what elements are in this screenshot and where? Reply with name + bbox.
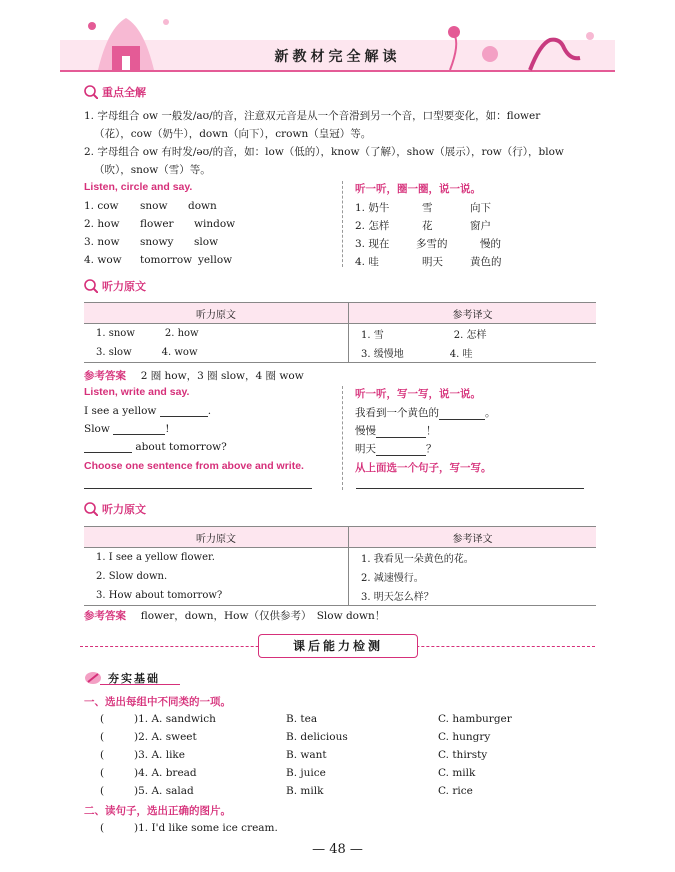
fill-text: . [207,405,212,417]
answer-2 [84,608,385,623]
fill-text: 明天 [355,443,376,455]
choose-instruction-cn: 从上面选一个句子，写一写。 [355,462,492,474]
fill-line-cn [355,423,437,438]
activity1-row-en: down [188,200,217,212]
q2-sentence: )1. I'd like some ice cream. [134,822,278,834]
table-cell: 1. snow [96,328,135,339]
table-row [84,324,596,344]
table-cell: 3. 缓慢地 [361,349,404,360]
key-points-title: 重点全解 [102,87,146,99]
answer-line-cn[interactable] [356,488,584,489]
q1-option-b: B. milk [286,785,324,797]
fill-text: 。 [485,407,496,419]
table-row [84,586,596,606]
fill-text: 我看到一个黄色的 [355,407,439,419]
activity1-row-en: window [194,218,236,230]
table-cell: 1. 我看见一朵黄色的花。 [349,548,597,568]
section-banner: 课后能力检测 [258,634,418,658]
q1-option-c: C. milk [438,767,476,779]
answer-line-en[interactable] [84,488,312,489]
q1-option-c: C. hamburger [438,713,512,725]
answer-blank[interactable] [110,822,132,834]
key-point-1-line2: （花），cow（奶牛），down（向下），crown（皇冠）等。 [94,128,372,140]
q1-paren: ( [100,731,105,743]
q1-paren: ( [100,785,105,797]
fill-line-cn [355,405,496,420]
answer-blank[interactable] [110,731,132,743]
activity1-row-cn: 窗户 [470,220,491,232]
table-header: 听力原文 [84,527,349,548]
column-divider [342,181,343,267]
table-cell: 4. 哇 [449,349,473,360]
activity1-row-cn: 3. 现在 [355,238,390,250]
fill-line-en [84,441,227,453]
choose-instruction-en: Choose one sentence from above and write. [84,460,304,472]
listening1-table [84,302,596,363]
q1-option-c: C. thirsty [438,749,488,761]
fill-line-cn [355,441,437,456]
fill-blank[interactable] [439,408,485,420]
answer-label: 参考答案 [84,370,126,382]
table-cell: 2. how [164,328,199,339]
activity1-row-cn: 慢的 [480,238,501,250]
answer-blank[interactable] [110,713,132,725]
answer-text: flower，down，How（仅供参考） Slow down！ [140,610,386,622]
question1-title: 一、选出每组中不同类的一项。 [84,696,231,708]
fill-blank[interactable] [376,426,426,438]
key-point-2-line2: （吹），snow（雪）等。 [94,164,211,176]
activity2-title-en: Listen, write and say. [84,386,190,398]
q1-option-b: B. tea [286,713,318,725]
table-cell: 4. wow [161,347,198,358]
activity1-row-en: snowy [140,236,174,248]
answer-text: 2 圈 how，3 圈 slow，4 圈 wow [140,370,304,382]
key-point-1-line1: 1. 字母组合 ow 一般发/aʊ/的音，注意双元音是从一个音滑到另一个音，口型要变化，如：flower [84,110,541,122]
table-cell: 2. 怎样 [453,330,487,341]
activity1-row-en: 1. cow [84,200,119,212]
activity1-row-cn: 2. 怎样 [355,220,390,232]
fill-blank[interactable] [376,444,426,456]
magnifier-icon [84,85,98,99]
magnifier-icon [84,502,98,516]
q1-option-b: B. want [286,749,327,761]
answer-blank[interactable] [110,785,132,797]
q1-option-b: B. delicious [286,731,348,743]
page-number: — 48 — [312,842,363,857]
fill-text: Slow [84,423,114,435]
listening2-title: 听力原文 [102,504,146,516]
activity2-title-cn: 听一听，写一写，说一说。 [355,388,481,400]
answer-blank[interactable] [110,749,132,761]
q1-option-a: )3. A. like [134,749,186,761]
q1-paren: ( [100,713,105,725]
q1-option-b: B. juice [286,767,326,779]
listening1-title: 听力原文 [102,281,146,293]
activity1-row-en: 2. how [84,218,120,230]
fill-text: 慢慢 [355,425,376,437]
activity1-row-en: yellow [198,254,233,266]
table-cell: 2. 减速慢行。 [349,567,597,586]
q1-option-c: C. rice [438,785,473,797]
fill-text: I see a yellow [84,405,160,417]
fill-text: about tomorrow? [132,441,227,453]
q1-option-a: )4. A. bread [134,767,197,779]
table-cell: 3. slow [96,347,132,358]
activity1-row-en: tomorrow [140,254,193,266]
table-row [84,343,596,363]
table-row [84,567,596,586]
basics-underline [100,684,180,685]
activity1-row-en: 3. now [84,236,120,248]
basics-title: 夯实基础 [108,672,160,685]
activity1-title-cn: 听一听，圈一圈，说一说。 [355,183,481,195]
answer-blank[interactable] [110,767,132,779]
table-header: 参考译文 [349,303,597,324]
key-points-heading [84,84,146,100]
key-point-2-line1: 2. 字母组合 ow 有时发/əʊ/的音，如：low（低的），know（了解），show（展示），row（行），blow [84,146,564,158]
fill-line-en [84,423,169,435]
activity1-row-en: slow [194,236,219,248]
listening1-heading [84,278,146,294]
activity1-row-cn: 雪 [422,202,433,214]
q1-option-a: )1. A. sandwich [134,713,216,725]
table-cell: 3. 明天怎么样？ [349,586,597,606]
table-header: 听力原文 [84,303,349,324]
listening2-heading [84,501,146,517]
activity1-row-cn: 明天 [422,256,443,268]
q1-paren: ( [100,767,105,779]
question2-title: 二、读句子，选出正确的图片。 [84,805,231,817]
fill-blank[interactable] [84,441,132,453]
activity1-row-cn: 多雪的 [416,238,448,250]
column-divider [342,386,343,490]
magnifier-icon [84,279,98,293]
fill-text: ？ [426,443,437,455]
activity1-row-cn: 4. 哇 [355,256,379,268]
fill-text: ! [165,423,170,435]
activity1-row-en: snow [140,200,168,212]
table-row [84,548,596,568]
q1-option-c: C. hungry [438,731,491,743]
q1-option-a: )5. A. salad [134,785,194,797]
fill-text: ！ [426,425,437,437]
activity1-title-en: Listen, circle and say. [84,181,193,193]
q2-paren: ( [100,822,105,834]
fill-line-en [84,405,211,417]
activity1-row-cn: 花 [422,220,433,232]
fill-blank[interactable] [160,405,208,417]
activity1-row-cn: 1. 奶牛 [355,202,390,214]
table-cell: 1. I see a yellow flower. [96,552,215,563]
table-cell: 1. 雪 [361,330,384,341]
header-title: 新教材完全解读 [274,48,401,64]
listening2-table [84,526,596,606]
activity1-row-cn: 向下 [470,202,491,214]
table-cell: 2. Slow down. [96,571,168,582]
answer-1 [84,368,304,383]
answer-label: 参考答案 [84,610,126,622]
q1-paren: ( [100,749,105,761]
activity1-row-en: 4. wow [84,254,122,266]
activity1-row-en: flower [140,218,174,230]
q1-option-a: )2. A. sweet [134,731,197,743]
activity1-row-cn: 黄色的 [470,256,502,268]
table-cell: 3. How about tomorrow? [84,586,349,606]
table-header: 参考译文 [349,527,597,548]
fill-blank[interactable] [113,423,165,435]
